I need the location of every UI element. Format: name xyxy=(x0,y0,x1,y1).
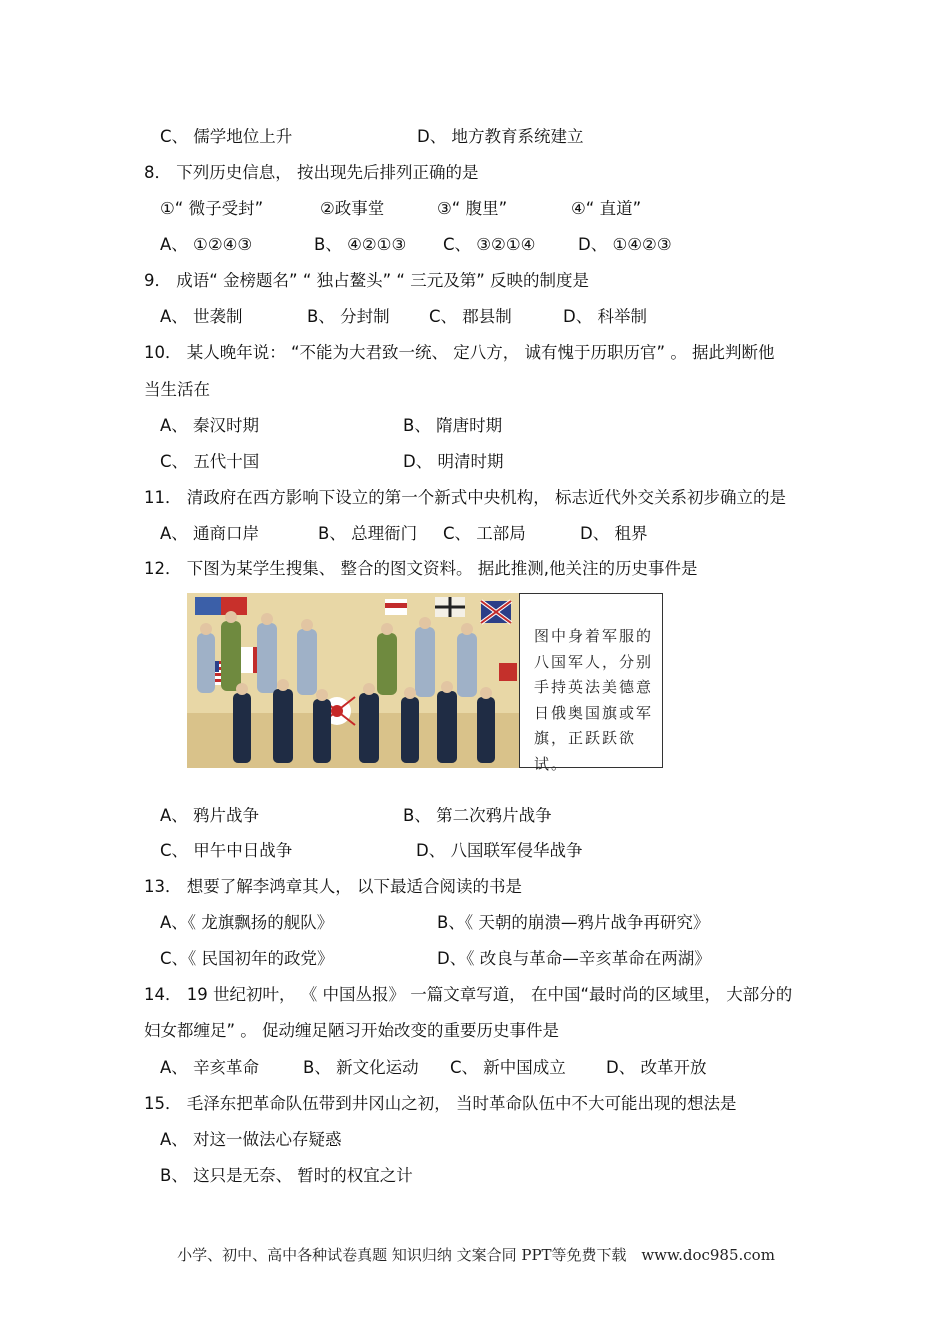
q15-stem: 15． 毛泽东把革命队伍带到井冈山之初， 当时革命队伍中不大可能出现的想法是 xyxy=(144,1094,737,1113)
q8-option-b: B、 ④②①③ xyxy=(314,235,407,254)
q9-option-a: A、 世袭制 xyxy=(160,307,243,326)
q12-option-b: B、 第二次鸦片战争 xyxy=(403,806,552,825)
q11-stem: 11． 清政府在西方影响下设立的第一个新式中央机构， 标志近代外交关系初步确立的是 xyxy=(144,488,786,507)
q11-option-a: A、 通商口岸 xyxy=(160,524,260,543)
q13-option-c: C、《 民国初年的政党》 xyxy=(160,949,334,968)
q8-item-4: ④“ 直道” xyxy=(571,199,642,218)
q11-option-d: D、 租界 xyxy=(580,524,648,543)
q10-option-c: C、 五代十国 xyxy=(160,452,260,471)
q12-figure xyxy=(187,593,663,773)
q8-option-d: D、 ①④②③ xyxy=(578,235,672,254)
q9-option-c: C、 郡县制 xyxy=(429,307,512,326)
q12-option-a: A、 鸦片战争 xyxy=(160,806,260,825)
q9-stem: 9． 成语“ 金榜题名” “ 独占鳌头” “ 三元及第” 反映的制度是 xyxy=(144,271,590,290)
q12-option-c: C、 甲午中日战争 xyxy=(160,841,293,860)
footer-text: 小学、初中、高中各种试卷真题 知识归纳 文案合同 PPT等免费下载 xyxy=(177,1246,627,1264)
q14-option-b: B、 新文化运动 xyxy=(303,1058,419,1077)
q13-option-d: D、《 改良与革命—辛亥革命在两湖》 xyxy=(437,949,711,968)
footer-url: www.doc985.com xyxy=(641,1246,775,1264)
q10-stem-line2: 当生活在 xyxy=(144,380,210,399)
q9-option-b: B、 分封制 xyxy=(307,307,390,326)
q9-option-d: D、 科举制 xyxy=(563,307,647,326)
q10-option-a: A、 秦汉时期 xyxy=(160,416,260,435)
q8-option-a: A、 ①②④③ xyxy=(160,235,253,254)
q14-option-a: A、 辛亥革命 xyxy=(160,1058,260,1077)
q7-option-d: D、 地方教育系统建立 xyxy=(417,127,584,146)
q14-option-d: D、 改革开放 xyxy=(606,1058,707,1077)
q12-option-d: D、 八国联军侵华战争 xyxy=(416,841,583,860)
q10-option-d: D、 明清时期 xyxy=(403,452,504,471)
q11-option-c: C、 工部局 xyxy=(443,524,526,543)
q8-item-3: ③“ 腹里” xyxy=(437,199,508,218)
q10-option-b: B、 隋唐时期 xyxy=(403,416,503,435)
q15-option-a: A、 对这一做法心存疑惑 xyxy=(160,1130,342,1149)
q14-stem-line2: 妇女都缠足” 。 促动缠足陋习开始改变的重要历史事件是 xyxy=(144,1021,560,1040)
q7-option-c: C、 儒学地位上升 xyxy=(160,127,293,146)
q13-option-b: B、《 天朝的崩溃—鸦片战争再研究》 xyxy=(437,913,710,932)
q14-option-c: C、 新中国成立 xyxy=(450,1058,566,1077)
q8-option-c: C、 ③②①④ xyxy=(443,235,536,254)
q14-stem-line1: 14． 19 世纪初叶， 《 中国丛报》 一篇文章写道， 在中国“最时尚的区域里， 大部分的 xyxy=(144,985,793,1004)
q13-stem: 13． 想要了解李鸿章其人， 以下最适合阅读的书是 xyxy=(144,877,522,896)
q8-stem: 8． 下列历史信息， 按出现先后排列正确的是 xyxy=(144,163,479,182)
q12-figure-caption xyxy=(519,593,663,773)
q12-stem: 12． 下图为某学生搜集、 整合的图文资料。 据此推测,他关注的历史事件是 xyxy=(144,559,698,578)
q12-caption-text: 图中身着军服的八国军人，分别手持英法美德意日俄奥国旗或军旗，正跃跃欲试。 xyxy=(534,627,654,773)
q15-option-b: B、 这只是无奈、 暂时的权宜之计 xyxy=(160,1166,413,1185)
q13-option-a: A、《 龙旗飘扬的舰队》 xyxy=(160,913,334,932)
q11-option-b: B、 总理衙门 xyxy=(318,524,418,543)
q8-item-2: ②政事堂 xyxy=(320,199,385,218)
page-footer xyxy=(0,1244,950,1265)
q10-stem-line1: 10． 某人晚年说： “不能为大君致一统、 定八方， 诚有愧于历职历官” 。 据此判断他 xyxy=(144,343,775,362)
eight-nation-soldiers-illustration xyxy=(187,593,519,768)
q8-item-1: ①“ 微子受封” xyxy=(160,199,264,218)
